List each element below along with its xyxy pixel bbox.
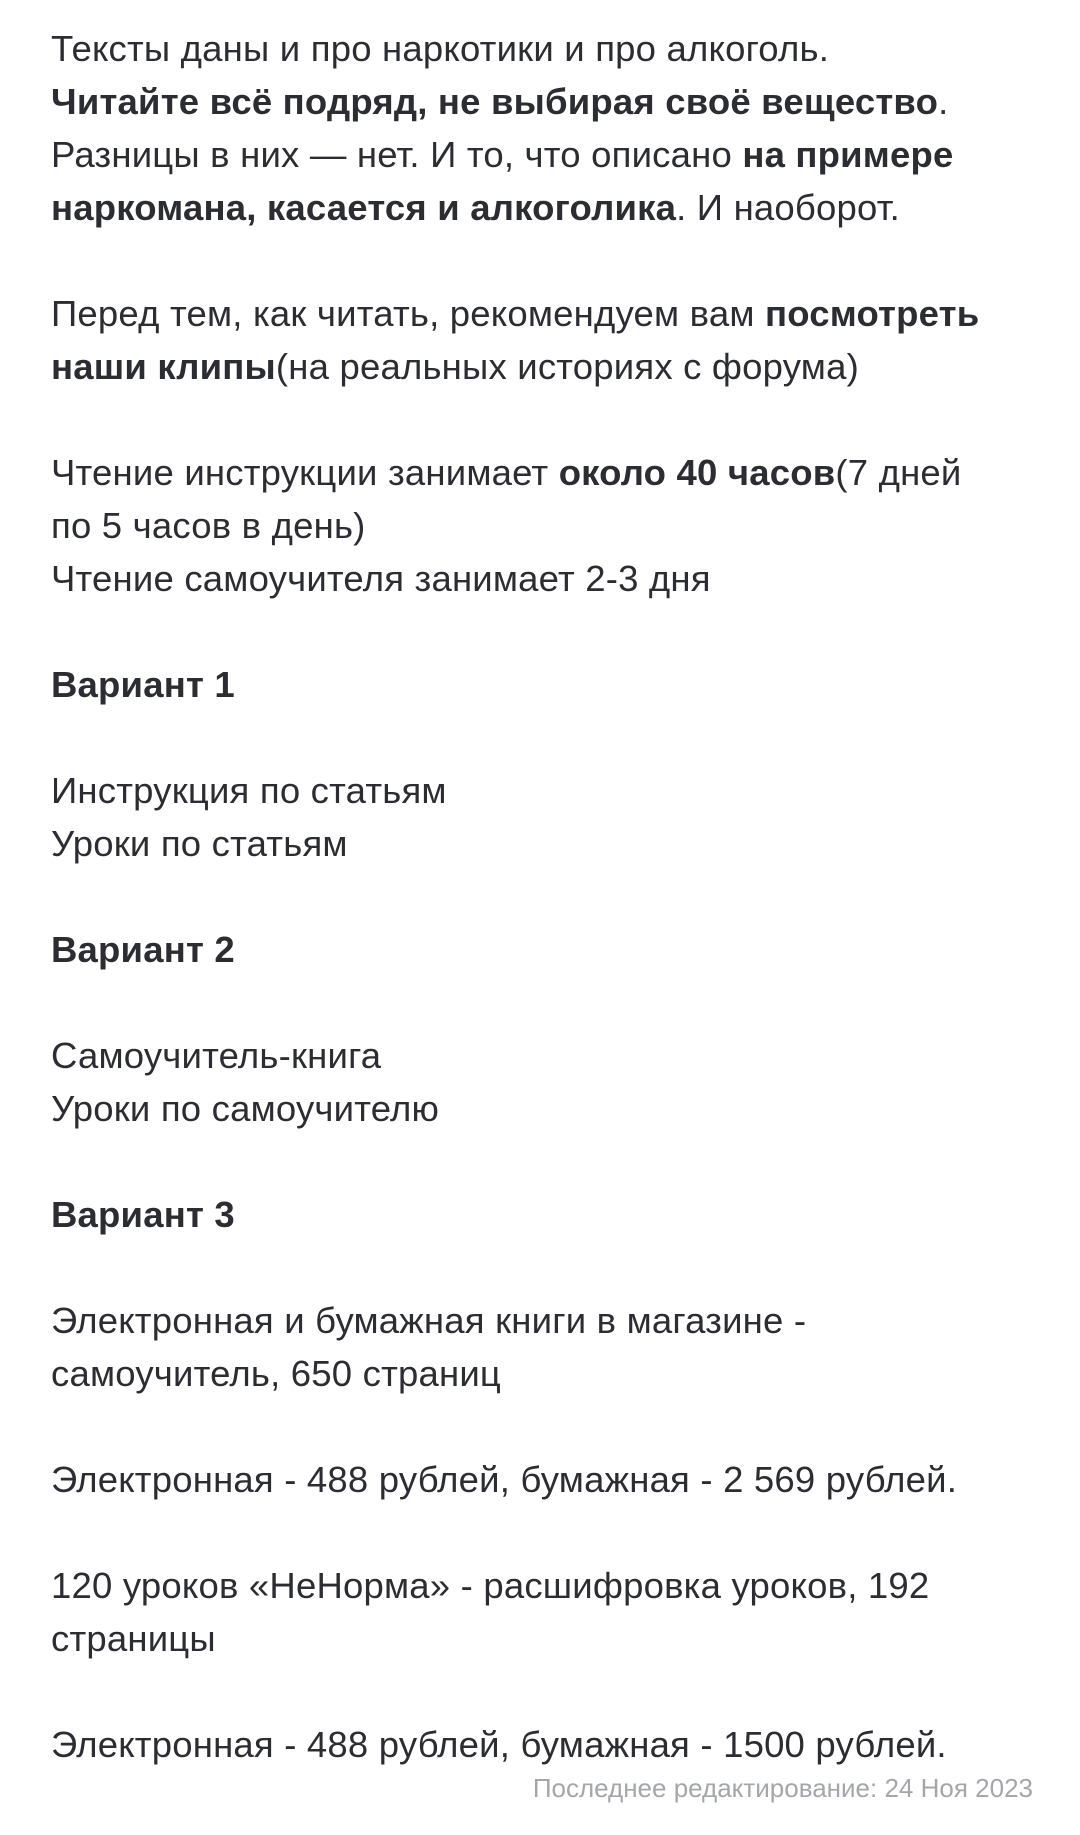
variant-3-lessons-line-1: 120 уроков «НеНорма» - расшифровка уроков, 192: [51, 1565, 930, 1606]
variant-3-books: [51, 1294, 1051, 1400]
clips-line-1: [51, 287, 1051, 340]
last-edited-label: Последнее редактирование:: [532, 1773, 885, 1803]
variant-1-item-instruction[interactable]: Инструкция по статьям: [51, 770, 447, 811]
clips-link-our-clips[interactable]: наши клипы: [51, 346, 276, 387]
variant-3-lessons: [51, 1559, 1051, 1665]
variant-2-heading: Вариант 2: [51, 929, 235, 970]
clips-text-2-end: (на реальных историях с форума): [275, 346, 859, 387]
intro-text-1: Тексты даны и про наркотики и про алкоголь.: [51, 28, 830, 69]
variant-3-lessons-line-2: страницы: [51, 1618, 216, 1659]
intro-line-4: [51, 181, 1051, 234]
last-edited-date: 24 Ноя 2023: [884, 1773, 1033, 1803]
variant-1-list: [51, 764, 1051, 870]
clips-link-watch[interactable]: посмотреть: [764, 293, 980, 334]
last-edited-note: [533, 1771, 1033, 1805]
variant-1-item-lessons[interactable]: Уроки по статьям: [51, 823, 348, 864]
clips-text-1: Перед тем, как читать, рекомендуем вам: [51, 293, 765, 334]
variant-3-lessons-price: Электронная - 488 рублей, бумажная - 1500 рублей.: [51, 1724, 947, 1765]
intro-bold-addict: наркомана, касается и алкоголика: [51, 187, 677, 228]
variant-3-books-price: Электронная - 488 рублей, бумажная - 2 569 рублей.: [51, 1459, 958, 1500]
reading-line-3: Чтение самоучителя занимает 2-3 дня: [51, 558, 711, 599]
clips-paragraph: [51, 287, 1051, 393]
variant-2-item-book[interactable]: Самоучитель-книга: [51, 1035, 382, 1076]
intro-line-2: [51, 75, 1051, 128]
reading-paragraph: [51, 446, 1051, 605]
intro-text-4-end: . И наоборот.: [676, 187, 900, 228]
intro-bold-warning: Читайте всё подряд, не выбирая своё вещество: [51, 81, 939, 122]
variant-3-books-line-2: самоучитель, 650 страниц: [51, 1353, 502, 1394]
article-body: [51, 22, 1051, 1824]
variant-1-heading: Вариант 1: [51, 664, 235, 705]
variant-2-item-lessons[interactable]: Уроки по самоучителю: [51, 1088, 440, 1129]
intro-paragraph: [51, 22, 1051, 234]
reading-line-1: [51, 446, 1051, 499]
reading-text-1: Чтение инструкции занимает: [51, 452, 559, 493]
variant-3-heading: Вариант 3: [51, 1194, 235, 1235]
intro-bold-example: на примере: [742, 134, 954, 175]
reading-text-1-end: (7 дней: [835, 452, 962, 493]
intro-text-3: Разницы в них — нет. И то, что описано: [51, 134, 743, 175]
intro-line-3: [51, 128, 1051, 181]
intro-line-1: [51, 22, 1051, 75]
intro-text-2-end: .: [938, 81, 949, 122]
variant-2-list: [51, 1029, 1051, 1135]
clips-line-2: [51, 340, 1051, 393]
reading-bold-hours: около 40 часов: [558, 452, 836, 493]
variant-3-books-line-1[interactable]: Электронная и бумажная книги в магазине -: [51, 1300, 807, 1341]
reading-line-2: по 5 часов в день): [51, 505, 366, 546]
